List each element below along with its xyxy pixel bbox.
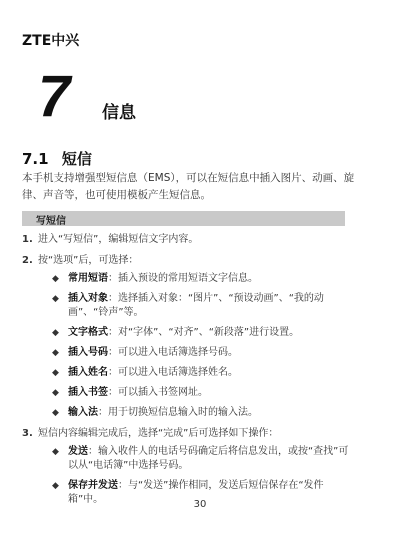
step-number: 3. [22, 428, 33, 439]
step-text: 进入“写短信”，编辑短信文字内容。 [38, 234, 199, 245]
option-term: 文字格式 [68, 327, 108, 338]
steps-list [22, 232, 357, 513]
list-item [38, 346, 357, 360]
option-term: 插入书签 [68, 387, 108, 398]
option-desc: ：用于切换短信息输入时的输入法。 [98, 407, 258, 418]
diamond-bullet-icon: ◆ [52, 328, 59, 338]
step-number: 2. [22, 255, 33, 266]
option-list [38, 445, 357, 507]
section-heading [22, 148, 92, 169]
diamond-bullet-icon: ◆ [52, 348, 59, 358]
option-term: 插入姓名 [68, 367, 108, 378]
zte-logo: ZTE中兴 [22, 33, 80, 49]
option-term: 常用短语 [68, 273, 108, 284]
option-desc: ：输入收件人的电话号码确定后将信息发出，或按“查找”可以从“电话簿”中选择号码。 [68, 446, 349, 471]
list-item [38, 272, 357, 286]
step-item [22, 253, 357, 420]
section-number: 7.1 [22, 150, 49, 168]
diamond-bullet-icon: ◆ [52, 388, 59, 398]
step-text: 短信内容编辑完成后，选择“完成”后可选择如下操作： [38, 428, 279, 439]
chapter-title: 信息 [102, 103, 136, 123]
step-text: 按“选项”后，可选择： [38, 255, 139, 266]
option-desc: ：对“字体”、“对齐”、“新段落”进行设置。 [108, 327, 300, 338]
step-number: 1. [22, 234, 33, 245]
intro-paragraph: 本手机支持增强型短信息（EMS），可以在短信息中插入图片、动画、旋律、声音等，也可使用模板产生短信息。 [22, 172, 355, 201]
list-item [38, 445, 357, 473]
subheading-bar [22, 211, 345, 226]
step-item [22, 426, 357, 507]
option-term: 发送 [68, 446, 88, 457]
option-desc: ：可以插入书签网址。 [108, 387, 208, 398]
diamond-bullet-icon: ◆ [52, 481, 59, 491]
option-term: 输入法 [68, 407, 98, 418]
diamond-bullet-icon: ◆ [52, 408, 59, 418]
option-term: 插入号码 [68, 347, 108, 358]
section-title: 短信 [61, 150, 92, 168]
step-item [22, 232, 357, 247]
option-list [38, 272, 357, 420]
page-number: 30 [193, 499, 207, 510]
option-desc: ：可以进入电话簿选择号码。 [108, 347, 238, 358]
diamond-bullet-icon: ◆ [52, 447, 59, 457]
option-term: 保存并发送 [68, 480, 118, 491]
option-desc: ：选择插入对象：“图片”、“预设动画”、“我的动画”、“铃声”等。 [68, 293, 324, 318]
list-item [38, 366, 357, 380]
option-term: 插入对象 [68, 293, 108, 304]
option-desc: ：与“发送”操作相同，发送后短信保存在“发件箱”中。 [68, 480, 324, 505]
chapter-number: 7 [38, 64, 71, 129]
list-item [38, 406, 357, 420]
option-desc: ：插入预设的常用短语文字信息。 [108, 273, 258, 284]
diamond-bullet-icon: ◆ [52, 368, 59, 378]
list-item [38, 326, 357, 340]
diamond-bullet-icon: ◆ [52, 274, 59, 284]
diamond-bullet-icon: ◆ [52, 294, 59, 304]
subheading-label: 写短信 [36, 216, 66, 227]
list-item [38, 386, 357, 400]
option-desc: ：可以进入电话簿选择姓名。 [108, 367, 238, 378]
list-item [38, 292, 357, 320]
